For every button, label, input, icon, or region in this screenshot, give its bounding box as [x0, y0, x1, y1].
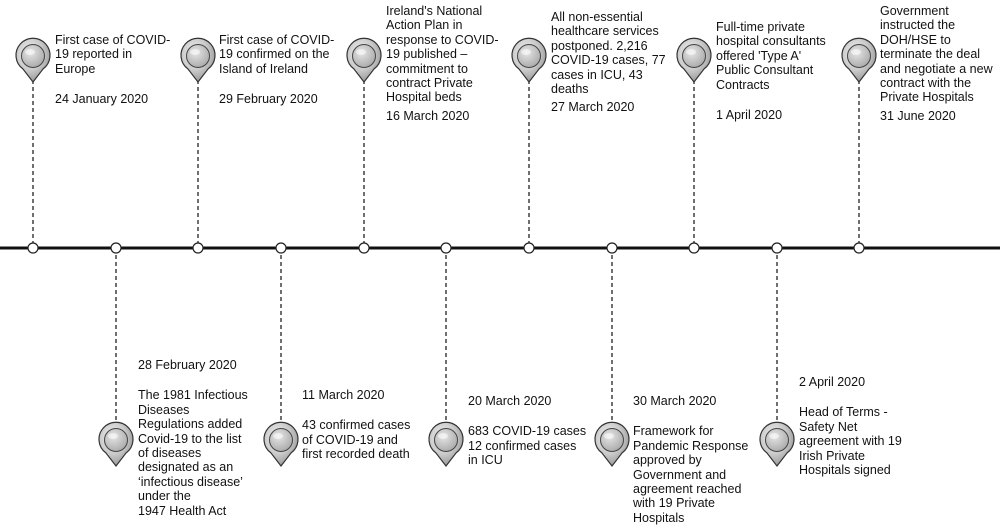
timeline-node	[524, 243, 534, 253]
event-label	[55, 33, 170, 107]
event-date: 29 February 2020	[219, 92, 318, 107]
map-pin-icon	[181, 38, 215, 82]
map-pin-icon	[512, 38, 546, 82]
event-date: 16 March 2020	[386, 108, 470, 123]
map-pin-icon	[595, 422, 629, 466]
event-date: 2 April 2020	[799, 375, 866, 389]
event-description: All non-essential healthcare services postponed. 2,216 COVID-19 cases, 77 cases in ICU, 43 deaths	[551, 10, 666, 97]
event-date: 1 April 2020	[716, 108, 783, 123]
event-label	[138, 358, 248, 518]
event-label	[880, 4, 993, 123]
map-pin-icon	[16, 38, 50, 82]
map-pin-icon	[99, 422, 133, 466]
event-label	[799, 375, 902, 477]
timeline-node	[111, 243, 121, 253]
event-description: First case of COVID- 19 reported in Europe	[55, 33, 171, 76]
event-label	[386, 4, 499, 123]
map-pin-icon	[760, 422, 794, 466]
event-description: Government instructed the DOH/HSE to terminate the deal and negotiate a new contract with the Private Hospitals	[880, 4, 993, 105]
timeline-node	[276, 243, 286, 253]
event-date: 24 January 2020	[55, 92, 149, 107]
event-label	[302, 388, 410, 462]
map-pin-icon	[347, 38, 381, 82]
event-date: 11 March 2020	[302, 388, 385, 402]
event-date: 20 March 2020	[468, 394, 552, 408]
event-label	[633, 394, 748, 525]
event-description: Framework for Pandemic Response approved by Government and agreement reached with 19 Private Hospitals	[633, 424, 749, 525]
event-date: 31 June 2020	[880, 108, 956, 123]
timeline-node	[689, 243, 699, 253]
event-description: Ireland's National Action Plan in response to COVID- 19 published – commitment to contract Private Hospital beds	[386, 4, 499, 105]
event-description: 683 COVID-19 cases 12 confirmed cases in ICU	[468, 424, 587, 468]
map-pin-icon	[264, 422, 298, 466]
event-label	[468, 394, 586, 468]
event-description: First case of COVID- 19 confirmed on the Island of Ireland	[219, 33, 335, 76]
map-pin-icon	[677, 38, 711, 82]
event-date: 27 March 2020	[551, 100, 635, 115]
map-pin-icon	[429, 422, 463, 466]
map-pin-icon	[842, 38, 876, 82]
event-date: 30 March 2020	[633, 394, 717, 408]
event-date: 28 February 2020	[138, 358, 237, 372]
timeline-node	[359, 243, 369, 253]
timeline-node	[441, 243, 451, 253]
event-description: The 1981 Infectious Diseases Regulations added Covid-19 to the list of diseases designated as an ‘infectious disease’ under the 1947 Health Act	[138, 388, 248, 518]
timeline-node	[772, 243, 782, 253]
timeline-node	[28, 243, 38, 253]
event-label	[551, 10, 666, 115]
timeline-node	[854, 243, 864, 253]
event-label	[716, 20, 826, 122]
event-description: Head of Terms - Safety Net agreement with 19 Irish Private Hospitals signed	[799, 405, 902, 478]
timeline-node	[607, 243, 617, 253]
event-description: 43 confirmed cases of COVID-19 and first recorded death	[302, 418, 411, 462]
event-description: Full-time private hospital consultants offered 'Type A' Public Consultant Contracts	[716, 20, 826, 92]
event-label	[219, 33, 334, 107]
timeline-node	[193, 243, 203, 253]
